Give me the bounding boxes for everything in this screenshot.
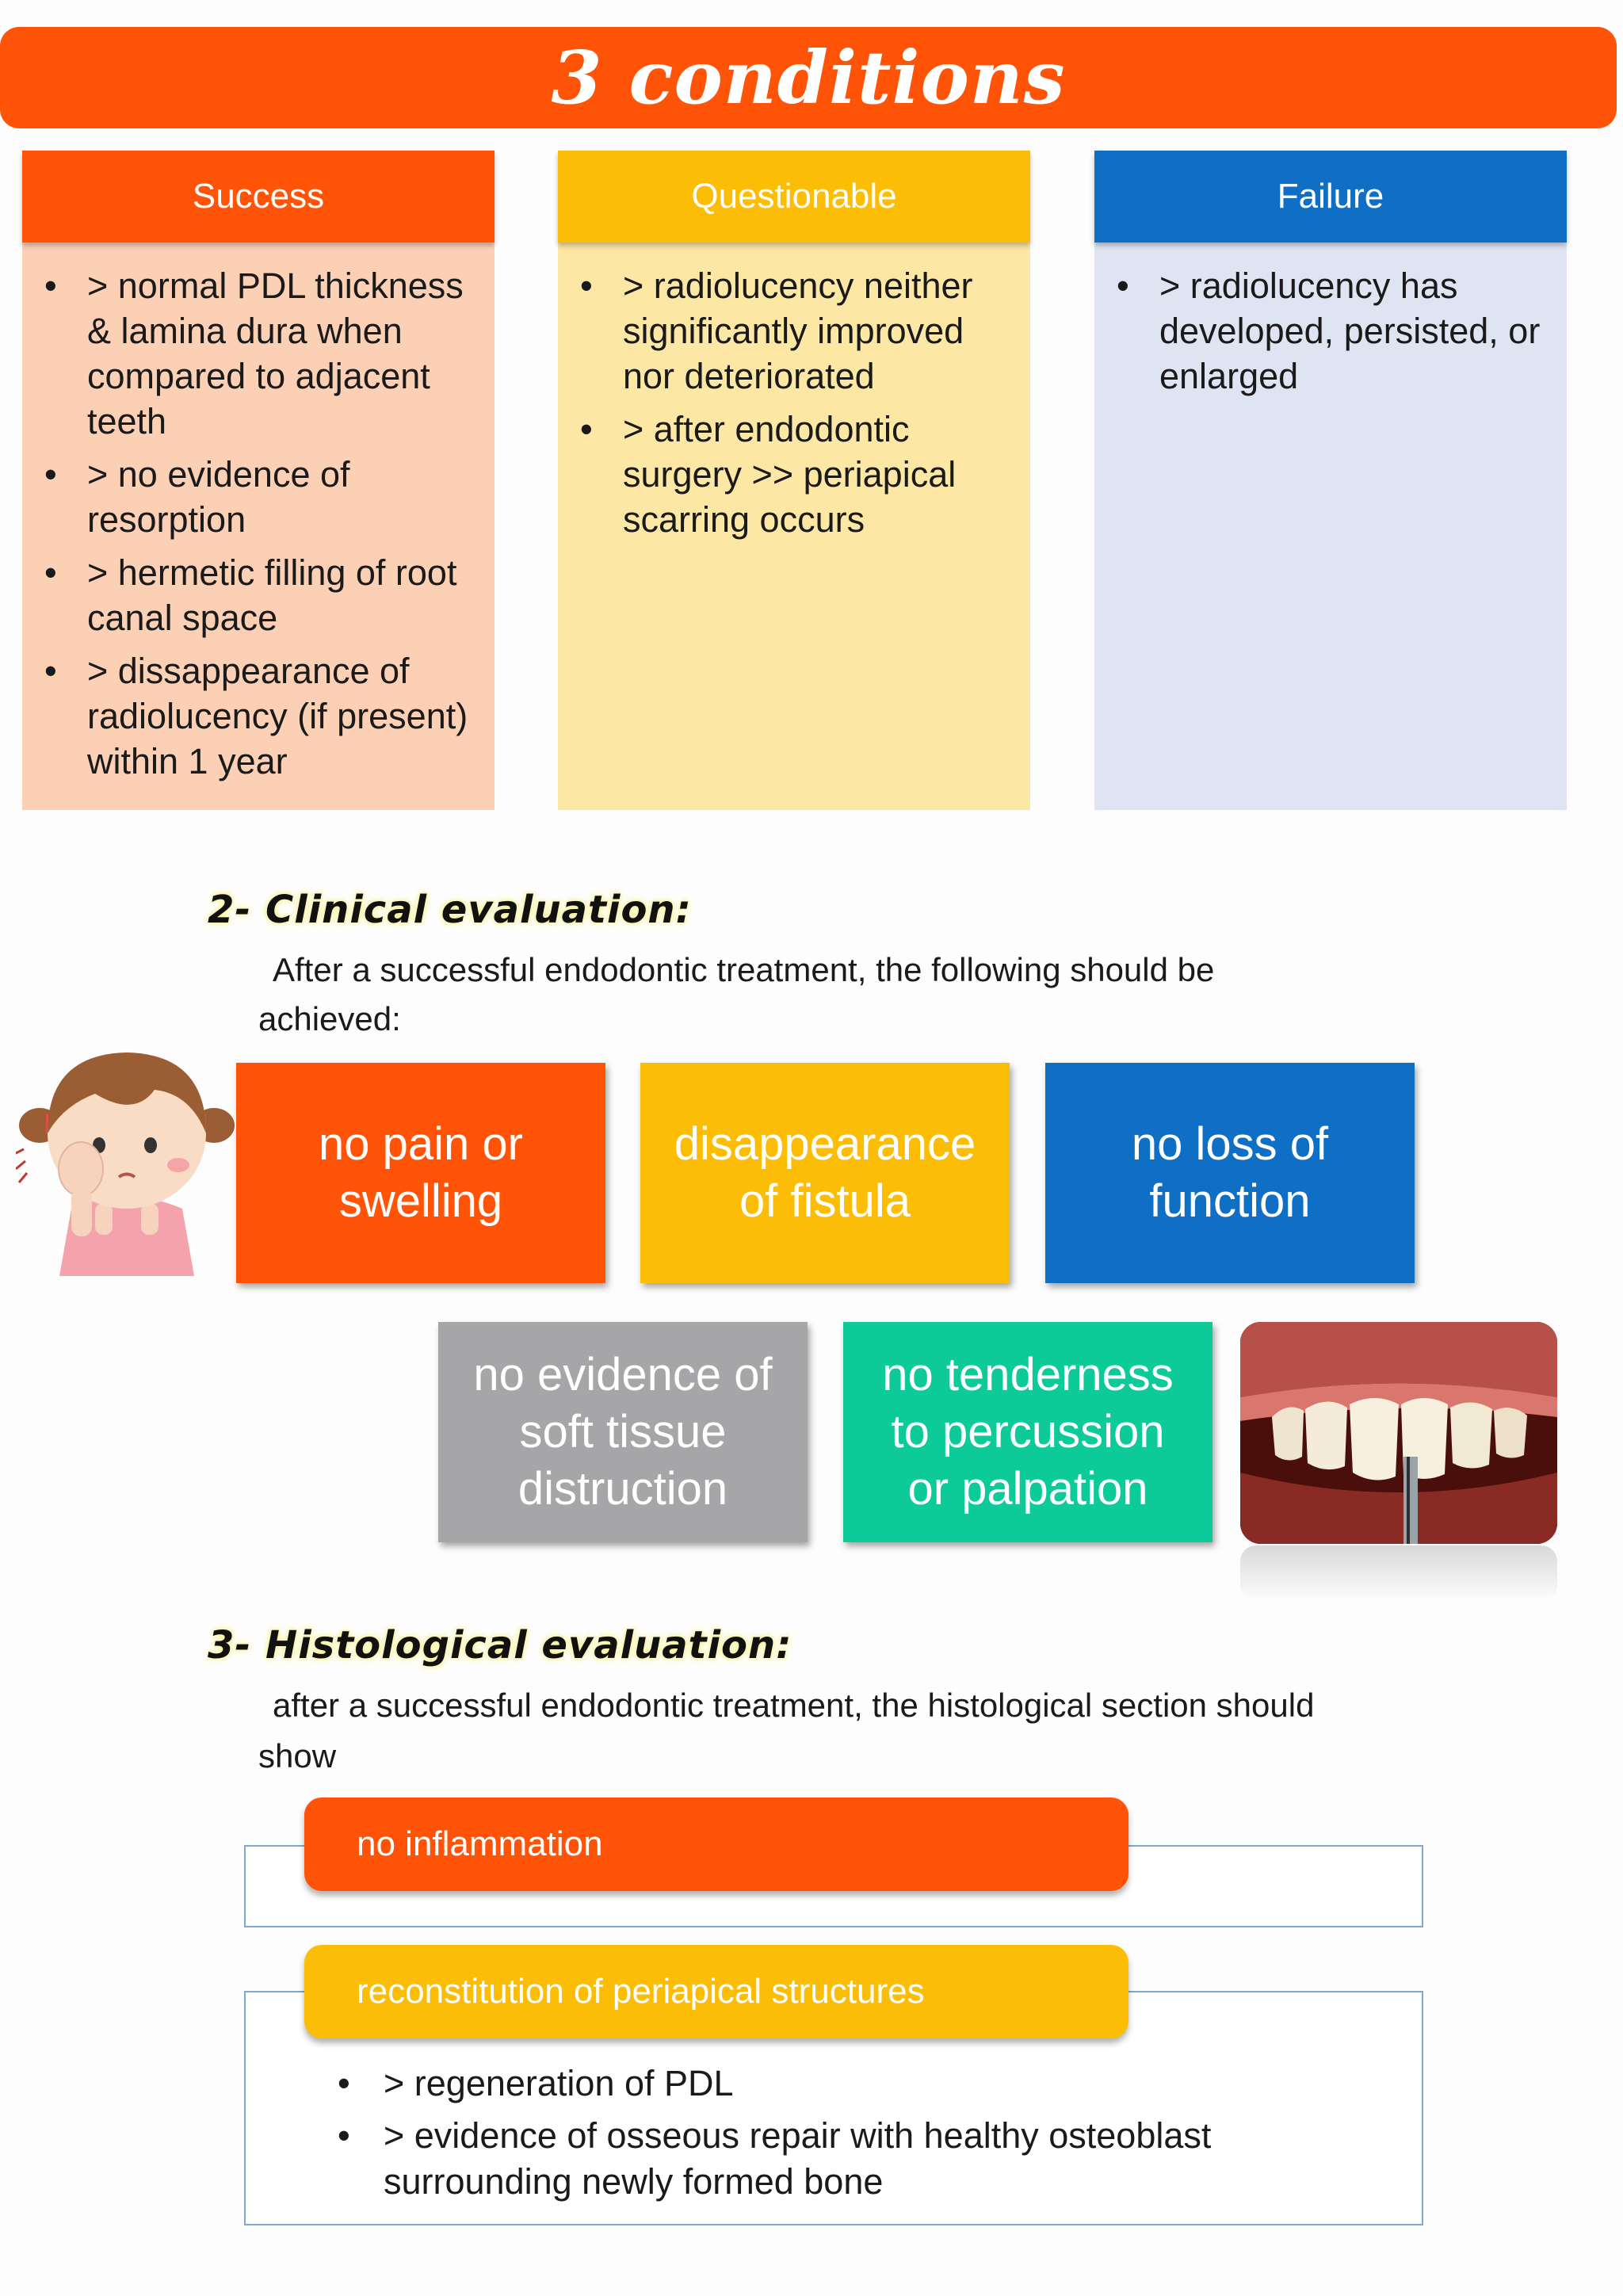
- title-banner: [0, 27, 1617, 128]
- questionable-heading: Questionable: [691, 177, 897, 216]
- no-inflammation-pill: [304, 1797, 1128, 1891]
- clinical-box-no-pain: no pain or swelling: [236, 1063, 605, 1283]
- girl-illustration: [16, 1014, 238, 1284]
- success-body: [22, 243, 495, 784]
- page-title: 3 conditions: [551, 35, 1066, 120]
- histological-intro: after a successful endodontic treatment, the histological section should: [273, 1687, 1315, 1724]
- reconstitution-label: reconstitution of periapical structures: [357, 1972, 925, 2011]
- histological-intro-cont: show: [258, 1737, 337, 1775]
- failure-bullet: • > radiolucency has developed, persisted, or enlarged: [1117, 266, 1541, 396]
- periapical-bullets: [338, 2061, 1368, 2211]
- questionable-header: [558, 151, 1030, 243]
- reconstitution-pill: [304, 1945, 1128, 2038]
- failure-heading: Failure: [1277, 177, 1384, 216]
- questionable-column: [558, 151, 1030, 810]
- questionable-bullet: • > after endodontic surgery >> periapical scarring occurs: [580, 409, 957, 540]
- clinical-heading: 2- Clinical evaluation:: [208, 888, 692, 932]
- failure-header: [1094, 151, 1567, 243]
- success-bullet: • > hermetic filling of root canal space: [44, 552, 457, 638]
- success-bullet: • > no evidence of resorption: [44, 454, 350, 540]
- failure-column: [1094, 151, 1567, 810]
- success-header: [22, 151, 495, 243]
- clinical-intro-cont: achieved:: [258, 1000, 401, 1037]
- questionable-body: [558, 243, 1030, 542]
- success-bullet: • > normal PDL thickness & lamina dura when compared to adjacent teeth: [44, 266, 464, 441]
- questionable-bullet: • > radiolucency neither significantly improved nor deteriorated: [580, 266, 973, 396]
- histological-heading: 3- Histological evaluation:: [208, 1623, 792, 1668]
- success-column: [22, 151, 495, 810]
- failure-body: [1094, 243, 1567, 399]
- clinical-box-fistula: disappearance of fistula: [640, 1063, 1010, 1283]
- clinical-box-soft-tissue: no evidence of soft tissue distruction: [438, 1322, 808, 1542]
- clinical-box-function: no loss of function: [1045, 1063, 1415, 1283]
- teeth-photo: [1240, 1322, 1557, 1544]
- clinical-box-tenderness: no tenderness to percussion or palpation: [843, 1322, 1212, 1542]
- clinical-intro: After a successful endodontic treatment, the following should be: [273, 951, 1215, 988]
- no-inflammation-label: no inflammation: [357, 1824, 603, 1863]
- periapical-bullet: • > regeneration of PDL: [338, 2063, 734, 2103]
- success-bullet: • > dissappearance of radiolucency (if present) within 1 year: [44, 651, 468, 781]
- periapical-bullet: • > evidence of osseous repair with healthy osteoblast surrounding newly formed bone: [338, 2115, 1212, 2202]
- success-heading: Success: [192, 177, 325, 216]
- teeth-photo-reflection: [1240, 1545, 1557, 1601]
